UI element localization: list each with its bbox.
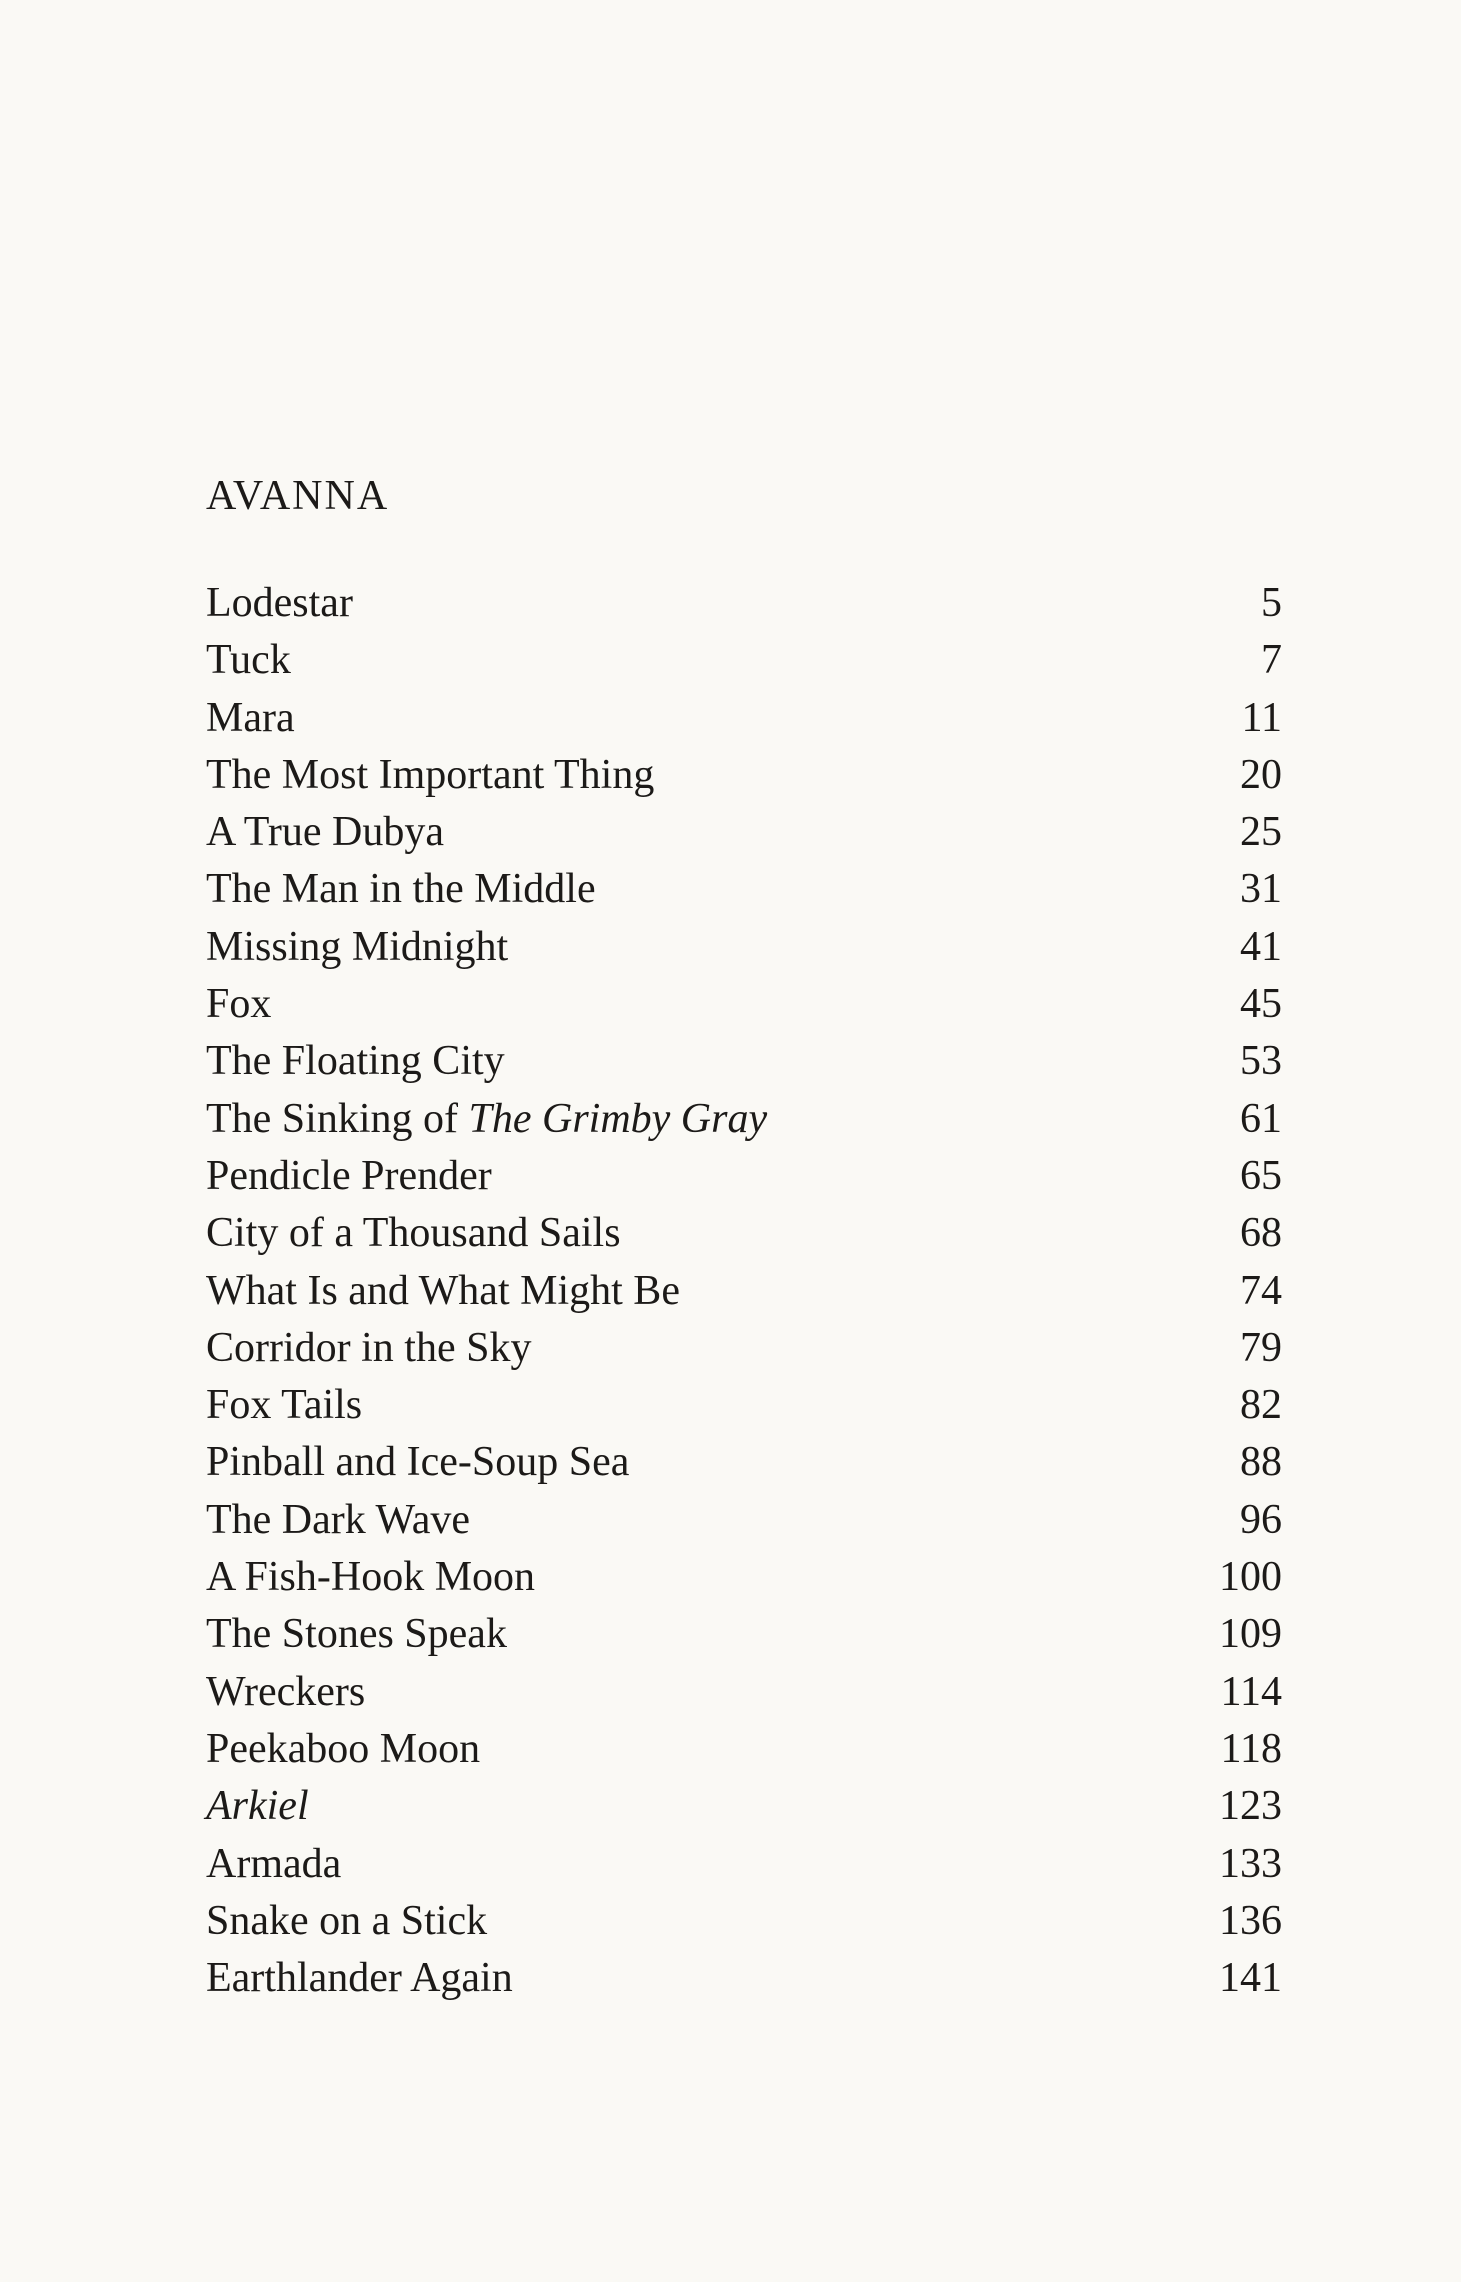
entry-title (206, 1091, 767, 1148)
toc-entry (206, 1778, 1282, 1835)
toc-entry (206, 976, 1282, 1033)
toc-entry (206, 1320, 1282, 1377)
toc-entry (206, 1033, 1282, 1090)
entry-page-number: 65 (1240, 1152, 1282, 1199)
entry-page-number: 74 (1240, 1267, 1282, 1314)
entry-page-number: 133 (1219, 1840, 1282, 1887)
entry-title: What Is and What Might Be (206, 1267, 680, 1314)
toc-entry (206, 1721, 1282, 1778)
entry-title: Pinball and Ice-Soup Sea (206, 1439, 630, 1486)
entry-title: Armada (206, 1840, 342, 1887)
entry-page-number: 123 (1219, 1783, 1282, 1830)
entry-title-italic: The Grimby Gray (468, 1095, 768, 1142)
entry-title: Peekaboo Moon (206, 1725, 481, 1772)
entry-title: City of a Thousand Sails (206, 1210, 621, 1257)
toc-entry (206, 747, 1282, 804)
entry-title: Snake on a Stick (206, 1897, 488, 1944)
entry-title: Lodestar (206, 580, 353, 626)
toc-entry (206, 575, 1282, 632)
entry-page-number: 68 (1240, 1210, 1282, 1257)
toc-entry (206, 1836, 1282, 1893)
entry-page-number: 31 (1240, 866, 1282, 913)
entry-page-number: 118 (1220, 1725, 1282, 1772)
entry-page-number: 41 (1240, 923, 1282, 970)
entry-title: Earthlander Again (206, 1955, 513, 2002)
toc-entry (206, 1492, 1282, 1549)
toc-entry (206, 1148, 1282, 1205)
entry-page-number: 45 (1240, 981, 1282, 1028)
entry-page-number: 141 (1219, 1955, 1282, 2002)
entry-page-number: 11 (1241, 694, 1282, 741)
toc-entry (206, 1950, 1282, 2007)
entry-title: The Dark Wave (206, 1496, 471, 1543)
toc-entry (206, 1205, 1282, 1262)
toc-entry (206, 632, 1282, 689)
entry-page-number: 82 (1240, 1382, 1282, 1429)
entry-title: Pendicle Prender (206, 1152, 492, 1199)
entry-page-number: 7 (1261, 637, 1282, 684)
entry-title: The Stones Speak (206, 1611, 507, 1658)
toc-entry (206, 1091, 1282, 1148)
toc-entry (206, 1664, 1282, 1721)
entry-title: The Man in the Middle (206, 866, 596, 913)
entry-page-number: 136 (1219, 1897, 1282, 1944)
toc-entry (206, 1377, 1282, 1434)
entry-page-number: 114 (1220, 1668, 1282, 1715)
entry-page-number: 53 (1240, 1038, 1282, 1085)
toc-entry (206, 1606, 1282, 1663)
entry-page-number: 100 (1219, 1554, 1282, 1601)
entry-page-number: 109 (1219, 1611, 1282, 1658)
entry-title: Missing Midnight (206, 923, 509, 970)
entry-page-number: 96 (1240, 1496, 1282, 1543)
entry-title: Corridor in the Sky (206, 1324, 532, 1371)
entry-title: Wreckers (206, 1668, 366, 1715)
entry-title: A True Dubya (206, 809, 445, 856)
entry-title: Tuck (206, 637, 291, 684)
entry-page-number: 88 (1240, 1439, 1282, 1486)
toc-entry (206, 1434, 1282, 1491)
entry-title-prefix: The Sinking of (206, 1095, 469, 1142)
entry-title: The Most Important Thing (206, 751, 655, 798)
entry-title: The Floating City (206, 1038, 505, 1085)
toc-entry (206, 1263, 1282, 1320)
entry-title: Mara (206, 694, 295, 741)
entry-title: A Fish-Hook Moon (206, 1554, 536, 1601)
entry-title: Arkiel (206, 1783, 309, 1830)
entry-page-number: 25 (1240, 809, 1282, 856)
toc-entry (206, 1893, 1282, 1950)
toc-entry (206, 919, 1282, 976)
toc-entry (206, 804, 1282, 861)
entry-page-number: 79 (1240, 1324, 1282, 1371)
toc-entry (206, 1549, 1282, 1606)
toc-entry (206, 861, 1282, 918)
entry-title: Fox (206, 981, 272, 1028)
table-of-contents (206, 575, 1282, 2007)
section-title: AVANNA (206, 473, 390, 519)
entry-page-number: 61 (1240, 1095, 1282, 1142)
entry-page-number: 5 (1261, 580, 1282, 626)
toc-entry (206, 690, 1282, 747)
entry-title: Fox Tails (206, 1382, 363, 1429)
entry-page-number: 20 (1240, 751, 1282, 798)
